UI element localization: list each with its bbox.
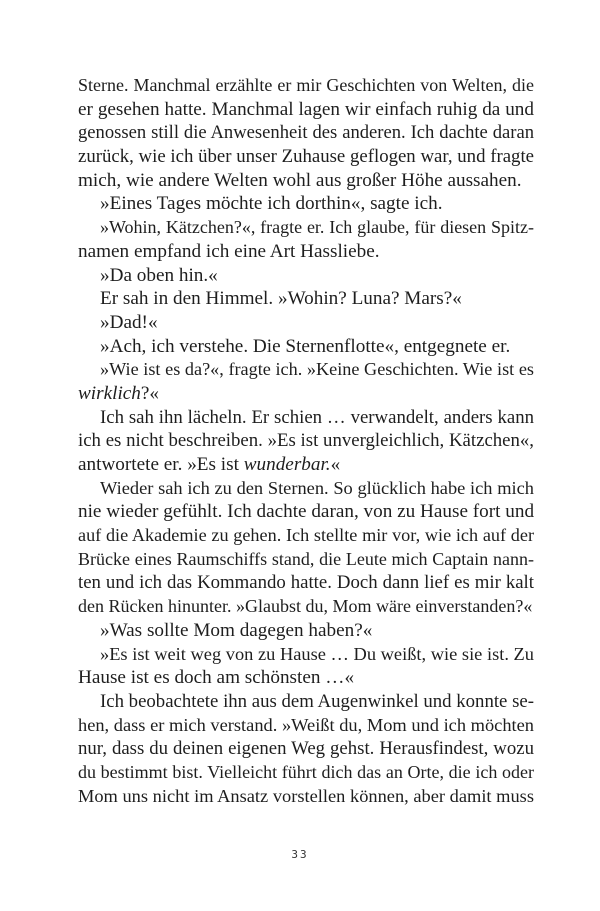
text-line: du bestimmt bist. Vielleicht führt dich das an Orte, die ich oder [78, 761, 534, 782]
text-segment: « [330, 454, 341, 475]
text-line: nur, dass du deinen eigenen Weg gehst. Herausfindest, wozu [78, 738, 534, 760]
text-line: den Rücken hinunter. »Glaubst du, Mom wäre einverstanden?« [78, 596, 533, 617]
text-line: hen, dass er mich verstand. »Weißt du, Mom und ich möchten [78, 714, 534, 735]
text-line: auf die Akademie zu gehen. Ich stellte mir vor, wie ich auf der [78, 525, 534, 546]
text-line: nie wieder gefühlt. Ich dachte daran, von zu Hause fort und [78, 501, 535, 523]
italic-emphasis: wunderbar. [243, 454, 331, 475]
text-line [78, 453, 534, 477]
text-line: Sterne. Manchmal erzählte er mir Geschichten von Welten, die [78, 75, 534, 95]
text-line: Wieder sah ich zu den Sternen. So glücklich habe ich mich [100, 477, 534, 498]
text-line: Brücke eines Raumschiffs stand, die Leute mich Captain nann- [78, 548, 534, 569]
text-line: »Es ist weit weg von zu Hause … Du weißt, wie sie ist. Zu [100, 643, 534, 664]
body-text [78, 74, 534, 808]
text-line: genossen still die Anwesenheit des anderen. Ich dachte daran [78, 122, 534, 144]
text-line: namen empfand ich eine Art Hassliebe. [78, 240, 380, 262]
text-line: »Wie ist es da?«, fragte ich. »Keine Geschichten. Wie ist es [100, 359, 534, 380]
text-line: »Wohin, Kätzchen?«, fragte er. Ich glaube, für diesen Spitz- [100, 217, 534, 238]
text-line: Er sah in den Himmel. »Wohin? Luna? Mars?« [100, 288, 462, 310]
text-line: »Was sollte Mom dagegen haben?« [100, 619, 373, 641]
text-line: »Dad!« [100, 311, 158, 333]
text-line: Hause ist es doch am schönsten …« [78, 667, 355, 689]
text-segment: ?« [140, 382, 160, 404]
text-line: ten und ich das Kommando hatte. Doch dann lief es mir kalt [78, 572, 534, 594]
text-line: ich es nicht beschreiben. »Es ist unvergleichlich, Kätzchen«, [78, 430, 534, 452]
text-line: »Ach, ich verstehe. Die Sternenflotte«, entgegnete er. [100, 335, 511, 357]
italic-emphasis: wirklich [78, 382, 141, 404]
text-line: mich, wie andere Welten wohl aus großer Höhe aussahen. [78, 169, 522, 191]
text-line: er gesehen hatte. Manchmal lagen wir einfach ruhig da und [78, 98, 534, 120]
text-line: zurück, wie ich über unser Zuhause geflogen war, und fragte [78, 146, 534, 168]
page-number: 33 [291, 848, 309, 861]
text-line: Ich beobachtete ihn aus dem Augenwinkel und konnte se- [100, 690, 534, 712]
text-line [78, 382, 534, 406]
text-line: »Eines Tages möchte ich dorthin«, sagte ich. [100, 193, 443, 215]
text-segment: antwortete er. »Es ist [78, 454, 244, 475]
text-line: »Da oben hin.« [100, 264, 218, 286]
text-line: Mom uns nicht im Ansatz vorstellen können, aber damit muss [78, 785, 534, 806]
text-line: Ich sah ihn lächeln. Er schien … verwandelt, anders kann [100, 406, 534, 428]
